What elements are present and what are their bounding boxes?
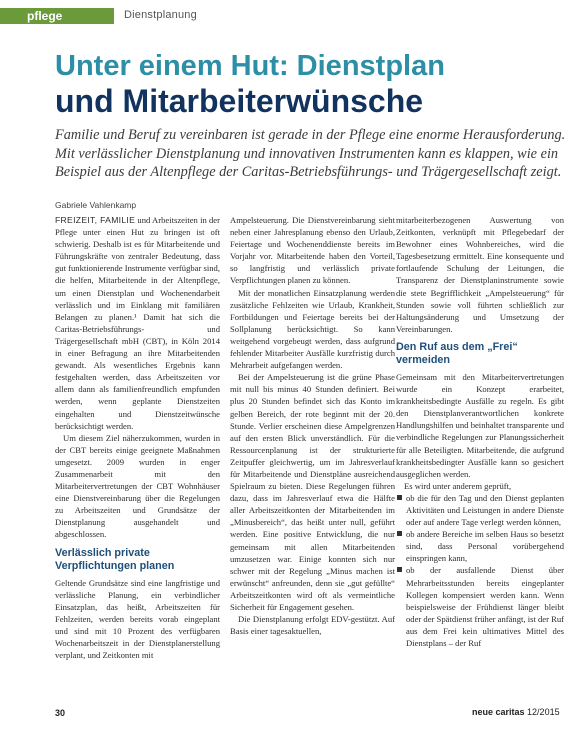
section-tag-label: pflege: [27, 9, 63, 23]
body-paragraph: Gemeinsam mit den Mitarbeitervertretungen wurde ein Konzept erarbeitet, krankheitsbedingte Ausfälle zu regeln. Es gibt den Dienstplanverantwortlichen konkrete Handlungshilfen und beinhaltet transparente und verbindliche Regelungen zur Planungssicherheit für alle Beteiligten. Mitarbeitende, die aufgrund krankheitsbedingter Ausfälle kann so gesichert ausgeglichen werden.: [396, 371, 564, 479]
author-byline: Gabriele Vahlenkamp: [55, 200, 137, 210]
body-paragraph: Mit der monatlichen Einsatzplanung werden zusätzliche Fehlzeiten wie Urlaub, Krankheit, Fortbildungen und Feiertage bereits bei der Sollplanung berücksichtigt. So kann weitgehend vorgebeugt werden, dass aufgrund fehlender Mitarbeiter Ausfälle kurzfristig durch Mehrarbeit aufgefangen werden.: [230, 287, 395, 371]
bullet-item: ob andere Bereiche im selben Haus so besetzt sind, dass Personal vorübergehend einspringen kann,: [396, 528, 564, 564]
dropcaps-lead: FREIZEIT, FAMILIE: [55, 215, 136, 225]
lead-line: Familie und Beruf zu vereinbaren ist gerade in der Pflege eine enorme Herausforderung.: [55, 127, 566, 143]
section-tag: [0, 8, 114, 24]
text-column-2: [230, 214, 395, 637]
magazine-issue: 12/2015: [527, 707, 560, 717]
body-paragraph: Ampelsteuerung. Die Dienstvereinbarung sieht neben einer Jahresplanung ebenso den Urlaub, Feiertage und Wochenenddienste bereits im Vorjahr vor. Mitarbeitende haben den Vorteil, so langfristig und verlässlich private Verpflichtungen planen zu können.: [230, 215, 395, 286]
body-paragraph: FREIZEIT, FAMILIE und Arbeitszeiten in der Pflege unter einen Hut zu bringen ist oft schwierig. Deshalb ist es für Mitarbeitende und Führungskräfte von zentraler Bedeutung, dass gut funktionierende Instrumente verfügbar sind, die helfen, Mitarbeitende in der Altenpflege, um einen Dienstplan und Wochenendarbeit verlässlich und im Einklang mit familiären Belangen zu planen.¹ Damit hat sich die Caritas-Betriebsführungs- und Trägergesellschaft mbH (CBT), in Köln 2014 in einer Befragung an ihre Mitarbeitenden gewandt. Als wesentliches Ergebnis kann festgehalten werden, dass Arbeitszeiten vor allem dann als familienfreundlich empfunden werden, wenn geplante Dienstzeiten eingehalten und Dienstzeitwünsche berücksichtigt werden.: [55, 215, 220, 431]
body-paragraph: Die Dienstplanung erfolgt EDV-gestützt. Auf Basis einer tagesaktuellen,: [230, 614, 395, 637]
page-number: 30: [55, 708, 66, 718]
bullet-item: ob der ausfallende Dienst über Mehrarbeitsstunden bereits eingeplanter Kollegen kompensiert werden kann. Wenn beispielsweise der Frühdienst länger bleibt oder der Spätdienst früher anfängt, ist der Ruf aus dem Frei kein ultimatives Mittel des Dienstplans – der Ruf: [396, 564, 564, 649]
lead-line: Mit verlässlicher Dienstplanung und innovativen Instrumenten kann es klappen, wie ein: [55, 145, 559, 162]
section-title: Dienstplanung: [124, 9, 197, 21]
body-paragraph: Bei der Ampelsteuerung ist die grüne Phase mit null bis minus 40 Stunden definiert. Bei plus 20 Stunden befindet sich das Konto im gelben Bereich, der rote beginnt mit der 20. Stunde. Verlier erscheinen diese Ampelgrenzen auf den ersten Blick unverständlich. Für die Ressourcenplanung ist der strukturierte Zeitpuffer gleichwertig, um im Jahresverlauf für Mitarbeitende und Dienstpläne ausreichend Spielraum zu bieten. Diese Regelungen führen dazu, dass im Jahresverlauf etwa die Hälfte aller Arbeitszeitkonten der Mitarbeitenden im „Minusbereich“, das heißt unter null, geführt werden. Eine positive Entwicklung, die nur gemeinsam mit allen Mitarbeitenden umzusetzen war. Einige konnten sich nur schwer mit der Regelung „Minus machen ist erwünscht“ anfreunden, denn sie „gut gefüllte“ Arbeitszeitkonten wird oft als vermeintliche Sicherheit für Engagement gesehen.: [230, 372, 395, 612]
subheading: Verlässlich private Verpflichtungen planen: [55, 546, 175, 572]
body-paragraph: Um diesem Ziel näherzukommen, wurden in der CBT bereits einige geeignete Maßnahmen umgesetzt. 2009 wurden in enger Zusammenarbeit mit den Mitarbeitervertretungen der CBT Wohnhäuser eine Dienstvereinbarung über die Regelungen zu Arbeitszeiten und Grundsätze der Dienstplanung ausgehandelt und abgeschlossen.: [55, 432, 220, 540]
lead-paragraph: [55, 126, 565, 182]
article-title: [55, 50, 445, 120]
lead-line: Beispiel aus der Altenpflege der Caritas-Betriebsführungs- und Trägergesellschaft zeigt.: [55, 164, 562, 180]
text-column-1: [55, 214, 220, 661]
magazine-name: neue caritas: [472, 707, 525, 717]
subheading: Den Ruf aus dem „Frei“ vermeiden: [396, 340, 518, 366]
bullet-item: ob die für den Tag und den Dienst geplanten Aktivitäten und Leistungen in andere Dienste oder auf andere Tage verlegt werden können,: [396, 492, 564, 528]
text-column-3: [396, 214, 564, 649]
title-line-1: Unter einem Hut: Dienstplan: [55, 50, 445, 82]
magazine-footer: [472, 707, 560, 717]
body-paragraph: Geltende Grundsätze sind eine langfristige und verlässliche Planung, ein verbindlicher Einsatzplan, das heißt, Arbeitszeiten für Fehlzeiten, werden bereits vorab eingeplant und sind mit 10 Prozent des verfügbaren Wochenarbeitszeit in der Dienstplanerstellung verplant, und Zeitkonten mit: [55, 577, 220, 661]
body-paragraph: Es wird unter anderem geprüft,: [404, 480, 512, 491]
title-line-2: und Mitarbeiterwünsche: [55, 83, 424, 120]
body-paragraph: mitarbeiterbezogenen Auswertung von Zeitkonten, verknüpft mit Pflegebedarf der Bewohner eines Wohnbereiches, wird die Tagesbesetzung ermittelt. Eine konsequente und fortlaufende Schulung der Leitungen, die Transparenz der Dienstplaninstrumente sowie die stete Begrifflichkeit „Ampelsteuerung“ für Stunden sowie voll führten schließlich zur Haltungsänderung und Umsetzung der Vereinbarungen.: [396, 215, 564, 334]
